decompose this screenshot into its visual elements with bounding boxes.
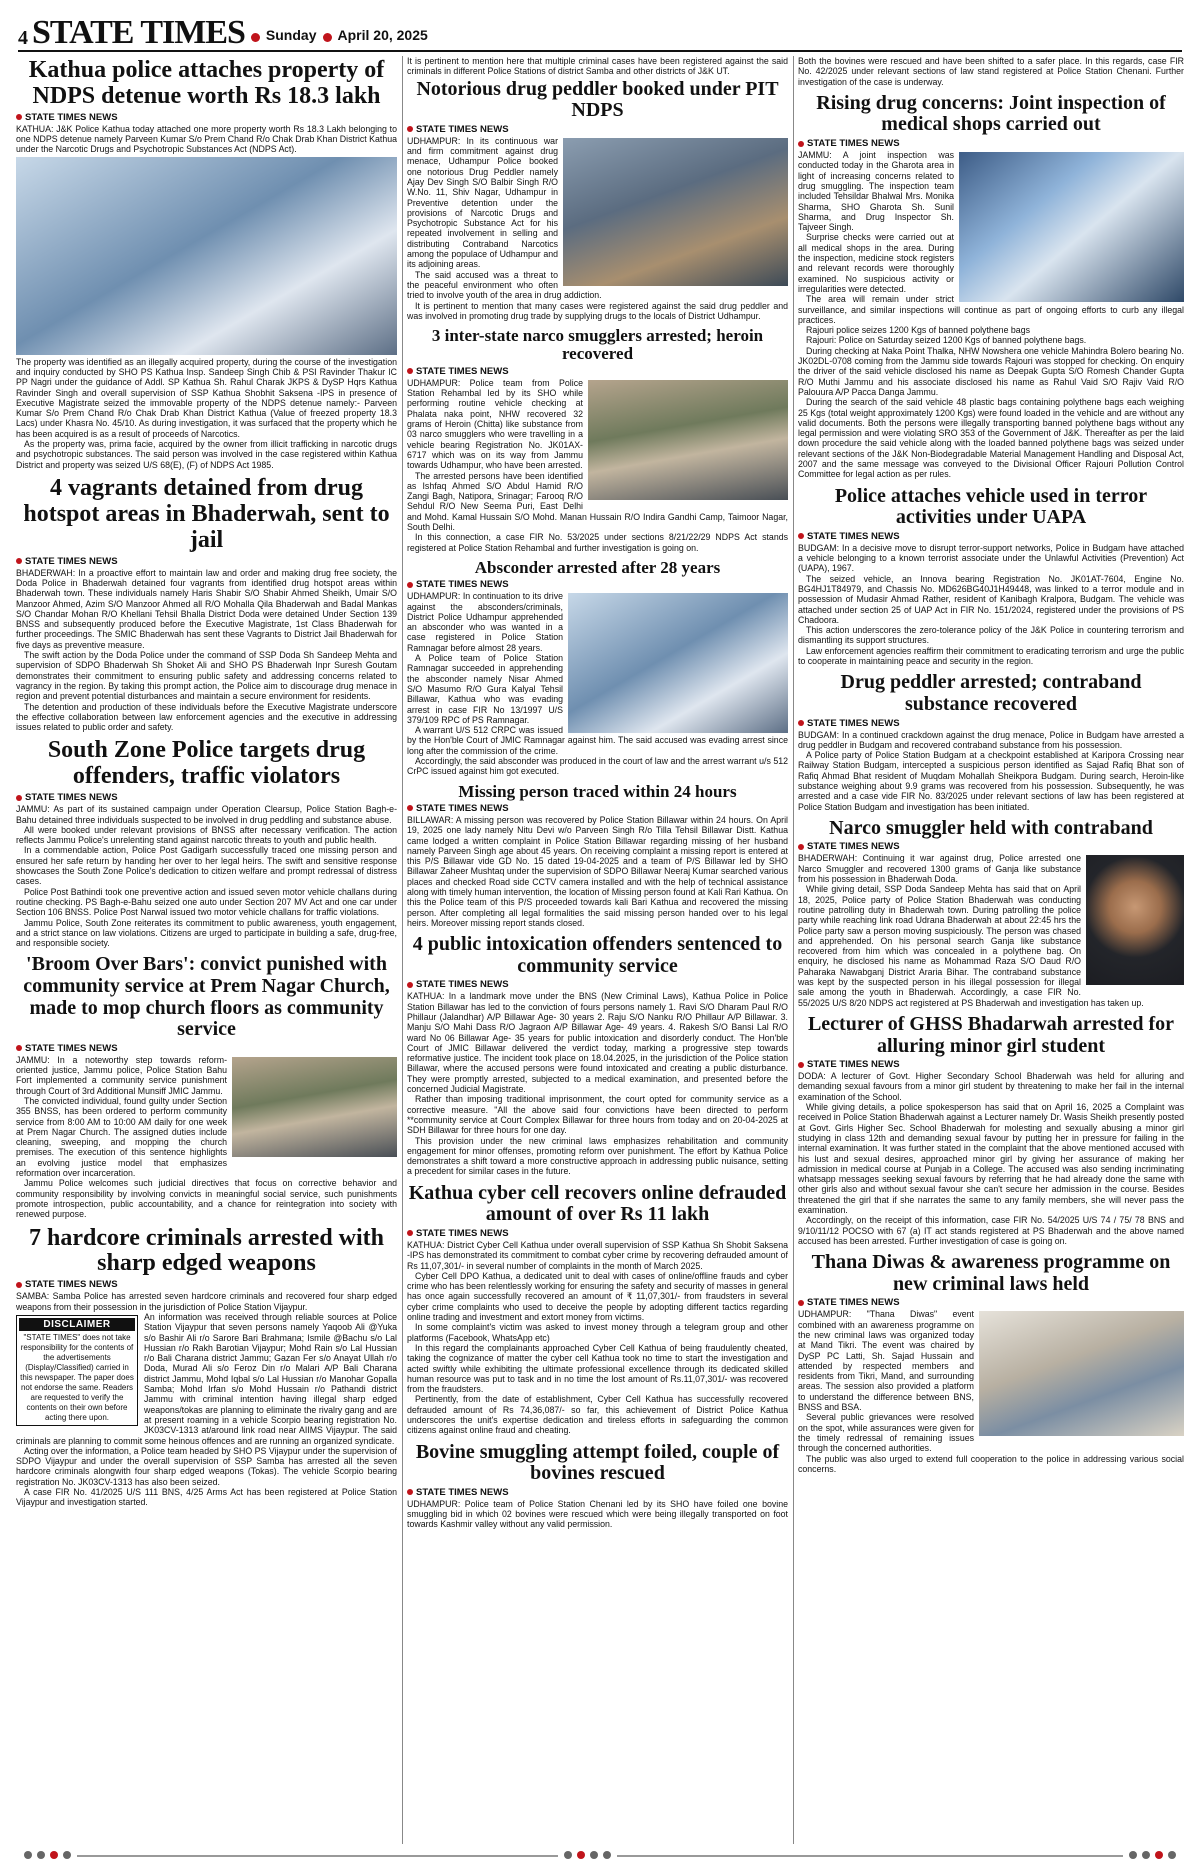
disclaimer-title: DISCLAIMER <box>19 1318 135 1331</box>
paragraph: Rather than imposing traditional imprisonment, the court opted for community service as a corrective measure. "All the above said four convictions have been directed to perform **community service at Court Complex Billawar for three hours from today and on 20-04-2025 at SDH Billawar for three hours for one day. <box>407 1094 788 1136</box>
paragraph: Cyber Cell DPO Kathua, a dedicated unit to deal with cases of online/offline frauds and cyber crime who has been relentlessly working for ensuring the safety and security of masses in general has once again successfully recovered an amount of ₹ 11,07,301/- from fraudsters in several cyber crime complaints who used to deceive the people by adopting different tactics regarding online trading and investment and extort money from victims. <box>407 1270 788 1323</box>
article-kathua-property <box>16 56 397 470</box>
paragraph: DODA: A lecturer of Govt. Higher Secondary School Bhaderwah was held for alluring and demanding sexual favours from a minor girl student by threatening to make her fail in the internal examination of the School. <box>798 1071 1184 1102</box>
paragraph: KATHUA: J&K Police Kathua today attached one more property worth Rs 18.3 Lakh belonging to one NDPS detenue namely Parveen Kumar S/o Prem Chand R/o Chak Drab Khan District Kathua under the Narcotic Drugs and Psychotropic Substances Act (NDPS Act). <box>16 123 397 155</box>
footer-dots-right <box>1123 1851 1182 1859</box>
headline: 'Broom Over Bars': convict punished with community service at Prem Nagar Church, made to mop church floors as community service <box>23 953 390 1041</box>
paragraph: KATHUA: In a landmark move under the BNS (New Criminal Laws), Kathua Police in Police Station Billawar has led to the conviction of fours persons namely 1. Ravi S/O Dharam Paul R/O Phillaur (Jalandhar) A/P Billawar Age- 30 years 2. Raju S/O Nanku R/O Phillaur A/P Billawar. 3. Manju S/O Mahi Dass R/O Jagraon A/P Billawar Age- 49 years. 4. Rakesh S/O Bansi Lal R/O ward No 06 Billawar Age- 35 years for public intoxication and disorderly conduct. The Hon'ble Court of JMIC Billawar delivered the verdict today, marking a progressive step towards reformative justice. The incident took place on 18.04.2025, in the jurisdiction of the Police station Billawar, where the accused persons were found intoxicated and creating a public disturbance. They were promptly arrested, subjected to a medical examination, and presented before the concerned Judicial Magistrate. <box>407 991 788 1095</box>
byline: STATE TIMES NEWS <box>407 1487 788 1498</box>
article-vagrants-detained <box>16 474 397 732</box>
photo-church-service <box>232 1057 397 1157</box>
article-hardcore-criminals <box>16 1224 397 1508</box>
paragraph: Acting over the information, a Police team headed by SHO PS Vijaypur under the supervision of SDPO Vijaypur and under the overall supervision of SSP Samba has arrested all the seven hardcore criminals alongwith four sharp edged weapons (Tokas). The vehicle Scorpio bearing registration No. JK03CV-1313 has also been seized. <box>16 1445 397 1487</box>
page-number: 4 <box>18 27 28 49</box>
byline: STATE TIMES NEWS <box>16 1043 397 1054</box>
headline: 7 hardcore criminals arrested with sharp edged weapons <box>28 1224 385 1277</box>
paragraph: BUDGAM: In a continued crackdown against the drug menace, Police in Budgam have arrested a drug peddler in Budgam and recovered contraband substance from his possession. <box>798 729 1184 750</box>
article-bovine-continued <box>798 56 1184 87</box>
paragraph: In some complaint's victim was asked to invest money through a telegram group and other platforms (Facebook, WhatsApp etc) <box>407 1322 788 1343</box>
footer-dot <box>603 1851 611 1859</box>
headline: Kathua cyber cell recovers online defrauded amount of over Rs 11 lakh <box>408 1181 787 1226</box>
photo-thana-diwas <box>979 1311 1184 1436</box>
footer-dot <box>24 1851 32 1859</box>
article-budgam-peddler <box>798 670 1184 812</box>
article-medical-shops <box>798 91 1184 480</box>
article-broom-over-bars <box>16 952 397 1219</box>
masthead-dot <box>251 33 260 42</box>
paragraph: Rajouri: Police on Saturday seized 1200 Kgs of banned polythene bags. <box>806 335 1087 346</box>
paragraph: The public was also urged to extend full cooperation to the police in addressing various social concerns. <box>798 1453 1184 1474</box>
paragraph: While giving details, a police spokesperson has said that on April 16, 2025 a Complaint was received in Police Station Bhaderwah against a Lecturer namely Dr. Wasis Sheikh presently posted at Govt. Girls Higher Sec. School Bhaderwah for molesting and sexually abusing a minor girl studying in class 12th and demanding sexual favour by putting her in pressure for failing in the internal examination. It was further stated in the complaint that the above mentioned accused with his lust and sexual desires, approached minor girl by giving her assurance of making her admission in medical course at Punjab in a College. The accused was also sending incriminating whatsapp messages seeking sexual favours by referring that he had already done the same with other girls also and without sexual favour she can't secure her admission in the course. Besides threatened the girl that if she narrates the same to any family members, she will never pass the examination. <box>798 1102 1184 1215</box>
paragraph: Surprise checks were carried out at all medical shops in the area. During the inspection, medicine stock registers and relevant records were thoroughly examined. No suspicious activity or irregularities were detected. <box>798 232 954 294</box>
disclaimer-body: "STATE TIMES" does not take responsibility for the contents of the advertisements (Display/Classified) carried in this newspaper. The paper does not endorse the same. Readers are requested to verify the contents on their own before acting there upon. <box>20 1332 134 1422</box>
paragraph: Law enforcement agencies reaffirm their commitment to eradicating terrorism and urge the public to cooperate in maintaining peace and security in the region. <box>798 645 1184 667</box>
paragraph: JAMMU: As part of its sustained campaign under Operation Clearsup, Police Station Bagh-e-Bahu detained three individuals suspected to be involved in drug peddling and substance abuse. <box>16 804 397 825</box>
paragraph: This provision under the new criminal laws emphasizes rehabilitation and community engagement for minor offenses, promoting reform over punishment. The effort by Kathua Police demonstrates a shift toward a more constructive approach in addressing public nuisance, setting a precedent for similar cases in the future. <box>407 1135 788 1177</box>
paragraph: The property was identified as an illegally acquired property, during the course of the investigation and inquiry conducted by SHO PS Kathua Insp. Sandeep Singh Chib & PSI Ravinder Thakur IC PP Nagri under the guidance of Addl. SP Kathua Sh. Rahul Charak JKPS & DySP Hqrs Kathua Ravinder Singh and overall supervision of SSP Kathua Shobhit Saksena -IPS in presence of Executive Magistrate seized the immovable property of the NDPS detenue namely:- Parveen Kumar S/o Prem Chand R/o Chak Drab Khan District Kathua (Value of freezed property 18.3 Lacs) under Khasra No. 45/10. As during investigation, it was surfaced that the property which he has been acquired is as a result of proceeds of Narcotics. <box>16 356 397 439</box>
paragraph: Both the bovines were rescued and have been shifted to a safer place. In this regards, case FIR No. 42/2025 under relevant sections of law stand registered at Police Station Chenani. Further investigation of the case is underway. <box>798 56 1184 87</box>
byline: STATE TIMES NEWS <box>407 803 788 814</box>
photo-police-attachment <box>16 157 397 355</box>
footer-dots-center <box>558 1851 617 1859</box>
paragraph: It is pertinent to mention that many cases were registered against the said drug peddler and was involved in promoting drug trade by supplying drugs to the locals of District Udhampur. <box>407 300 788 321</box>
paragraph: UDHAMPUR: Police team from Police Station Rehambal led by its SHO while performing routine vehicle checking at Phalata naka point, NHW recovered 32 grams of Heroin (Chitta) like substance from 03 narco smugglers who were travelling in a vehicle bearing Registration No. JK01AX-6717 which was on its way from Jammu towards Udhampur, who have been arrested. <box>407 377 583 471</box>
logo: STATE TIMES <box>32 14 245 51</box>
headline: Notorious drug peddler booked under PIT NDPS <box>416 77 779 122</box>
footer-dot <box>577 1851 585 1859</box>
headline: Police attaches vehicle used in terror activities under UAPA <box>834 484 1148 529</box>
paragraph: BHADERWAH: In a proactive effort to maintain law and order and making drug free society, the Doda Police in Bhaderwah detained four vagrants from identified drug hotspot areas within Bhaderwah town. These individuals namely Haris Shabir S/O Shabir Ahmed Sheikh, Umair S/O Manzoor Ahmed, Azim S/O Manzoor Ahmed all R/O Mohalla Qila Bhaderwah and Badal Mankas S/O Chandar Mohan R/O Khellani Tehsil Bhalla District Doda were detained Under Section 139 BNSS and subsequently produced before the Executive Magistrate, 1st Class Bhaderwah for further proceedings. The SMIC Bhaderwah has sent these Vagrants to District Jail Bhaderwah for five days as preventive measure. <box>16 567 397 650</box>
column-left <box>16 56 397 1844</box>
paragraph: SAMBA: Samba Police has arrested seven hardcore criminals and recovered four sharp edged weapons from their possession in the jurisdiction of Police Station Vijaypur. <box>16 1291 397 1312</box>
paragraph: As the property was, prima facie, acquired by the owner from illicit trafficking in narcotic drugs and psychotropic substances. The said person was involved in the case registered within Kathua District and property was seized U/S 68(E), (F) of NDPS Act 1985. <box>16 439 397 470</box>
headline: Narco smuggler held with contraband <box>829 816 1153 839</box>
article-missing-person <box>407 781 788 929</box>
byline: STATE TIMES NEWS <box>798 531 1184 542</box>
byline: STATE TIMES NEWS <box>16 556 397 567</box>
headline: Kathua police attaches property of NDPS detenue worth Rs 18.3 lakh <box>28 57 385 109</box>
article-uapa-vehicle <box>798 484 1184 667</box>
byline: STATE TIMES NEWS <box>16 792 397 803</box>
headline: Thana Diwas & awareness programme on new criminal laws held <box>811 1251 1171 1295</box>
byline: STATE TIMES NEWS <box>407 124 788 135</box>
footer-dot <box>1129 1851 1137 1859</box>
article-intoxication-offenders <box>407 932 788 1177</box>
byline: STATE TIMES NEWS <box>798 138 1184 149</box>
masthead <box>18 10 1182 52</box>
byline: STATE TIMES NEWS <box>407 1228 788 1239</box>
paragraph: During the search of the said vehicle 48 plastic bags containing polythene bags each weighing 25 Kgs (total weight approximately 1200 Kgs) were found loaded in the vehicle and are without any valid documents. Both the persons were illegally transporting banned polythene bags without any legal permission and were violating SRO 353 of the Government of J&K. Thereafter as per the laid down procedure the said vehicle along with the loaded banned polythene bags was seized under relevant sections of the J&K Non-Biodegradable Material Management Handling and Disposal Act, 2007 and the same message was conveyed to the Divisional Officer Rajouri Pollution Control Committee for legal action as per rules. <box>798 397 1184 480</box>
paragraph: UDHAMPUR: Police team of Police Station Chenani led by its SHO have foiled one bovine smuggling bid in which 02 bovines were rescued which were being illegally transported on foot towards Kashmir valley without any valid permission. <box>407 1498 788 1530</box>
column-rule <box>402 56 403 1844</box>
article-absconder-arrested <box>407 557 788 777</box>
paragraph: All were booked under relevant provisions of BNSS after necessary verification. The action reflects Jammu Police's unrelenting stand against narcotic threats to youth and public health. <box>16 824 397 846</box>
byline: STATE TIMES NEWS <box>798 1059 1184 1070</box>
paragraph: A case FIR No. 41/2025 U/S 111 BNS, 4/25 Arms Act has been registered at Police Station Vijaypur and investigation started. <box>16 1486 397 1508</box>
column-rule <box>793 56 794 1844</box>
paragraph: Jammu Police, South Zone reiterates its commitment to public awareness, youth engagement, and a strict stance on law violations. Citizens are urged to participate in building a safe, drug-free, and responsible society. <box>16 917 397 949</box>
headline: Rising drug concerns: Joint inspection of medical shops carried out <box>816 91 1166 136</box>
paragraph: Accordingly, on the receipt of this information, case FIR No. 54/2025 U/S 74 / 75/ 78 BNS and 9/10/11/12 POCSO with 67 (a) IT act stands registered at PS Bhaderwah and the above named accused has been arrested. Further investigation of case is going on. <box>798 1215 1184 1246</box>
byline: STATE TIMES NEWS <box>798 718 1184 729</box>
paragraph: JAMMU: A joint inspection was conducted today in the Gharota area in light of increasing concerns related to drug smuggling. The inspection team included Tehsildar Bhalwal Mrs. Monika Sharma, SHO Gharota Sh. Sunil Sharma, and Drug Inspector Sh. Tajveer Singh. <box>798 150 954 233</box>
paragraph: Rajouri police seizes 1200 Kgs of banned polythene bags <box>806 325 1030 336</box>
byline: STATE TIMES NEWS <box>407 366 788 377</box>
headline: Bovine smuggling attempt foiled, couple of bovines rescued <box>415 1440 780 1485</box>
paragraph: During checking at Naka Point Thalka, NHW Nowshera one vehicle Mahindra Bolero bearing No. JK02DL-0708 coming from the Jammu side towards Rajouri was stopped for checking. On enquiry the driver of the said vehicle disclosed his name as Deepak Gupta S/O Romesh Chander Gupta R/O Muthi Jammu and his associate disclosed his name as Rahul Vaid S/O Rajiv Vaid R/O Palouura A/P Pacca Danga Jammu. <box>798 345 1184 397</box>
paragraph: Accordingly, the said absconder was produced in the court of law and the arrest warrant u/s 512 CrPC issued against him got executed. <box>407 756 788 777</box>
footer-dot <box>63 1851 71 1859</box>
photo-absconder <box>568 593 788 733</box>
headline: Lecturer of GHSS Bhadarwah arrested for alluring minor girl student <box>807 1012 1175 1057</box>
paragraph: Police Post Bathindi took one preventive action and issued seven motor vehicle challans during routine checking. PS Bagh-e-Bahu seized one auto under Section 207 MV Act and one car under Section 106 BNSS. Police Post Narwal issued two motor vehicle challans for traffic violations. <box>16 886 397 918</box>
footer-dot <box>37 1851 45 1859</box>
footer-dot <box>1155 1851 1163 1859</box>
byline: STATE TIMES NEWS <box>407 979 788 990</box>
paragraph: BUDGAM: In a decisive move to disrupt terror-support networks, Police in Budgam have attached a vehicle belonging to a known terrorist associate under the Unlawful Activities (Prevention) Act (UAPA), 1967. <box>798 542 1184 574</box>
paragraph: A warrant U/S 512 CRPC was issued by the Hon'ble Court of JMIC Ramnagar against him. The said accused was evading arrest since long after the commission of the crime. <box>407 725 788 756</box>
photo-drug-peddler <box>563 138 788 286</box>
paragraph: Several public grievances were resolved on the spot, while assurances were given for the timely redressal of remaining issues through the concerned authorities. <box>798 1412 974 1454</box>
article-narco-smuggler <box>798 816 1184 1008</box>
disclaimer-box <box>16 1315 138 1426</box>
photo-narco-smugglers <box>588 380 788 500</box>
footer-dot <box>564 1851 572 1859</box>
column-right <box>798 56 1184 1844</box>
byline: STATE TIMES NEWS <box>798 841 1184 852</box>
paragraph: BILLAWAR: A missing person was recovered by Police Station Billawar within 24 hours. On April 19, 2025 one lady namely Nitu Devi w/o Parveen Singh R/o Tilla Tehsil Billawar Distt. Kathua came lodged a written complaint in Police Station Billawar regarding missing of her husband namely Parveen Singh age about 45 years. On receiving complaint a missing report is entered at this P/S Billawar vide GD No. 15 dated 19-04-2025 and a team of P/S Billawar led by SHO Billawar Zaheer Mushtaq under the supervision of SDPO Billawar Neeraj Kumar searched various places and checked Road side CCTV camera installed and with the help of technical assistance along with timely human intervention, the location of Missing person found at Kali Rari Kathua. On this the Police team of this P/S proceeded towards kali Bari Kathua and recovered the missing person. After completing all legal formalities the said missing person handed over to his legal heirs. Moreover missing report stands closed. <box>407 814 788 928</box>
article-south-zone <box>16 736 397 948</box>
column-middle <box>407 56 788 1844</box>
paragraph: The swift action by the Doda Police under the command of SSP Doda Sh Sandeep Mehta and supervision of SDPO Bhaderwah Sh Shoket Ali and SHO PS Bhaderwah Inpr Suresh Goutam demonstrates their commitment to ensuring public safety and addressing concerns related to vagrancy in the region. By taking this prompt action, the Police aim to discourage drug menace in region and prevent potential disturbances and maintain a secure environment for residents. <box>16 650 397 702</box>
paragraph: UDHAMPUR: In its continuous war and firm commitment against drug menace, Udhampur Police booked one notorious Drug Peddler namely Ajay Dev Singh S/O Balbir Singh R/O W.No. 11, Shiv Nagar, Udhampur in Preventive detention under the provisions of Narcotic Drugs and Psychotropic Substance Act for his repeated involvement in selling and distributing Contraband Narcotics among the populace of Udhampur and its adjoining areas. <box>407 135 558 270</box>
paragraph: In this regard the complainants approached Cyber Cell Kathua of being fraudulently cheated, taking the cognizance of matter the cyber cell Kathua took no time to start the investigation and acted swiftly while exhibiting the ultimate professional excellence through its dedicated skilled human resource was put to task and in no time the lost amount of Rs.11,07,301/- was recovered from the fraudsters. <box>407 1342 788 1395</box>
paragraph: Pertinently, from the date of establishment, Cyber Cell Kathua has successfully recovered defrauded amount of Rs 74,36,087/- so far, this achievement of District Police Kathua underscores the unit's expertise dedication and tireless efforts in safeguarding the common citizens against online fraud and cheating. <box>407 1394 788 1436</box>
paragraph: An information was received through reliable sources at Police Station Vijaypur that seven persons namely Yaqoob Ali @Yuka s/o Bashir Ali r/o Sarore Bari Brahmana; Ismile @Bachu s/o Lal Hussian r/o Rakh Barotian Vijaypur; Mohd Rain s/o Lal Hussian r/o Bali Charana district Jammu; Gazan Fer s/o Anayat Ullah r/o Doda, Murad Ali s/o Feroz Din r/o Malari A/P Bali Charana district Jammu, Mohd Iqbal s/o Lal Hussian r/o Manohar Gopalla Samba; Mohd Irfan s/o Mohd Hussain r/o Pathandi district Jammu with criminal intention having illegal sharp edged weapons/tokas are planning to eliminate the rivalry gang and are at present roaming in a vehicle Scorpio bearing registration No. JK03CV-1313 at/around link road near AIIMS Vijaypur. The said criminals are planning to commit some heinous offences and are running an organized syndicate. <box>16 1311 397 1446</box>
headline: Absconder arrested after 28 years <box>474 557 721 577</box>
byline: STATE TIMES NEWS <box>407 579 788 590</box>
paragraph: In a commendable action, Police Post Gadigarh successfully traced one missing person and ensured her safe return by handing her over to her legal heirs. The swift and sensitive response showcases the South Zone Police's dedication to citizen welfare and prompt redressal of distress cases. <box>16 845 397 887</box>
article-bovine-smuggling <box>407 1440 788 1530</box>
paragraph: UDHAMPUR: "Thana Diwas" event combined with an awareness programme on the new criminal laws was organized today at Mand Tikri. The event was chaired by DySP PC Latti, Sh. Sajad Hussain and attended by respected members and residents from Tikri, Mand, and surrounding areas. The session also provided a platform to understand the difference between BNS, BNSS and BSA. <box>798 1309 974 1413</box>
headline: 3 inter-state narco smugglers arrested; heroin recovered <box>431 326 764 364</box>
paragraph: In this connection, a case FIR No. 53/2025 under sections 8/21/22/29 NDPS Act stands registered at Police Station Rehambal and further investigation is going on. <box>407 532 788 553</box>
footer-dot <box>50 1851 58 1859</box>
paragraph: The seized vehicle, an Innova bearing Registration No. JK01AT-7604, Engine No. BG4HJ1T84979, and Chassis No. MD626BG40J1H49448, was linked to a terror module and in possession of Mudasir Ahmad Rather, resident of Kanibagh Kralpora, Budgam. The vehicle was attached under section 25 of UAP Act in FIR No. 151/2024, registered under the provisions of PS Chadoora. <box>798 573 1184 625</box>
footer-dot <box>1142 1851 1150 1859</box>
paragraph: The area will remain under strict surveillance, and similar inspections will continue as part of ongoing efforts to curb any illegal practices. <box>798 294 1184 325</box>
headline: 4 vagrants detained from drug hotspot areas in Bhaderwah, sent to jail <box>23 474 390 553</box>
article-pit-ndps <box>407 56 788 321</box>
article-thana-diwas <box>798 1250 1184 1474</box>
paragraph: Jammu Police welcomes such judicial directives that focus on corrective behavior and community responsibility by involving convicts in meaningful social service, such punishments promote introspection, public accountability, and a chance for reintegration into society with renewed purpose. <box>16 1178 397 1220</box>
article-lecturer-arrested <box>798 1012 1184 1246</box>
headline: Missing person traced within 24 hours <box>458 781 737 801</box>
paragraph: BHADERWAH: Continuing it war against drug, Police arrested one Narco Smuggler and recovered 1300 grams of Ganja like substance from his possession in Bhaderwah Doda. <box>798 853 1081 885</box>
byline: STATE TIMES NEWS <box>16 1279 397 1290</box>
paragraph: JAMMU: In a noteworthy step towards reform-oriented justice, Jammu police, Police Station Bahu Fort implemented a community service punishment through Court of 3rd Additional Munsiff JMIC Jammu. <box>16 1054 227 1096</box>
paragraph: The arrested persons have been identified as Ishfaq Ahmed S/O Abdul Hamid R/O Zangi Bagh, Natipora, Srinagar; Farooq R/O Sehdul R/O New Seema Puri, East Delhi and Mohd. Kamal Hussain S/O Mohd. Manan Hussain R/O Indira Gandhi Camp, Taimoor Nagar, South Delhi. <box>407 470 788 532</box>
paragraph: While giving detail, SSP Doda Sandeep Mehta has said that on April 18, 2025, Police party of Police Station Bhaderwah was conducting routine patrolling duty in Bhaderwah town. During patrolling the police party while reaching link road Udrana Bhaderwah at about 22:45 hrs the Police party saw a person moving suspiciously. The person was chased and apprehended. On his personal search Ganja like substance recovered from him which was concealed in a polythene bag. On enquiry, he disclosed his name as Mohammad Raza S/O Daud R/O Paharaka Nawabganj District Araria Bihar. The contraband substance was kept by the suspected person in his illegal possession for illegal sale among the youth in Bhaderwah. Accordingly, a case FIR No. 55/2025 U/S 8/20 NDPS act registered at PS Bhaderwah and investigation has taken up. <box>798 884 1144 1008</box>
photo-medical-shop <box>959 152 1184 302</box>
paragraph: UDHAMPUR: In continuation to its drive against the absconders/criminals, District Police Udhampur apprehended an absconder who was wanted in a case registered in Police Station Ramnagar before almost 28 years. <box>407 591 563 653</box>
paragraph: KATHUA: District Cyber Cell Kathua under overall supervision of SSP Kathua Sh Shobit Saksena -IPS has demonstrated its commitment to combat cyber crime by recovering defrauded amount of Rs 11,07,301/- in several number of complaints in the month of March 2025. <box>407 1239 788 1271</box>
issue-day: Sunday <box>265 27 317 43</box>
paragraph: A Police team of Police Station Ramnagar succeeded in apprehending the absconder namely Nisar Ahmed S/O Masumo R/O Gura Kalyal Tehsil Billawar, Kathua who was evading arrest in case FIR No 13/1997 U/S 379/109 RPC of PS Ramnagar. <box>407 653 563 725</box>
paragraph: A Police party of Police Station Budgam at a checkpoint established at Karipora Crossing near Railway Station Budgam, intercepted a suspicious person identified as Sajad Rafiq Bhat son of Rafiq Ahmad Bhat resident of Muqdam Mohallah Sheikpora Budgam. During search, Heroin-like substance weighing about 9.9 grams was recovered from his possession. Subsequently, he was arrested and a case vide FIR No. 83/2025 under relevant sections of law has been registered at Police Station Budgam and investigation has been initiated. <box>798 750 1184 812</box>
article-inter-state-smugglers <box>407 325 788 553</box>
paragraph: The convicted individual, found guilty under Section 355 BNSS, has been ordered to perform community service from 8:00 AM to 10:00 AM daily for one week at Prem Nagar Church. The assigned duties include cleaning, sweeping, and mopping the church premises. The execution of this sentence highlights an evolving justice model that emphasizes reformation over incarceration. <box>16 1095 227 1179</box>
byline: STATE TIMES NEWS <box>798 1297 1184 1308</box>
page-footer <box>18 1850 1182 1862</box>
footer-dots-left <box>18 1851 77 1859</box>
headline: Drug peddler arrested; contraband substance recovered <box>840 671 1142 715</box>
headline: South Zone Police targets drug offenders, traffic violators <box>47 737 366 790</box>
headline: 4 public intoxication offenders sentenced to community service <box>412 933 783 977</box>
byline: STATE TIMES NEWS <box>16 112 397 123</box>
masthead-dot <box>323 33 332 42</box>
paragraph: It is pertinent to mention here that multiple criminal cases have been registered against the said criminals in different Police Stations of district Samba and other districts of J&K UT. <box>407 56 788 77</box>
issue-date: April 20, 2025 <box>337 27 428 43</box>
footer-dot <box>590 1851 598 1859</box>
paragraph: This action underscores the zero-tolerance policy of the J&K Police in countering terrorism and dismantling its support structures. <box>798 625 1184 646</box>
footer-dot <box>1168 1851 1176 1859</box>
photo-narco-smuggler <box>1086 855 1184 985</box>
paragraph: The said accused was a threat to the peaceful environment who often tried to involve youth of the area in drug addiction. <box>407 269 602 301</box>
paragraph: The detention and production of these individuals before the Executive Magistrate underscore the effective collaboration between law enforcement agencies and the executive in addressing issues related to public order and safety. <box>16 701 397 733</box>
article-cyber-cell <box>407 1181 788 1436</box>
